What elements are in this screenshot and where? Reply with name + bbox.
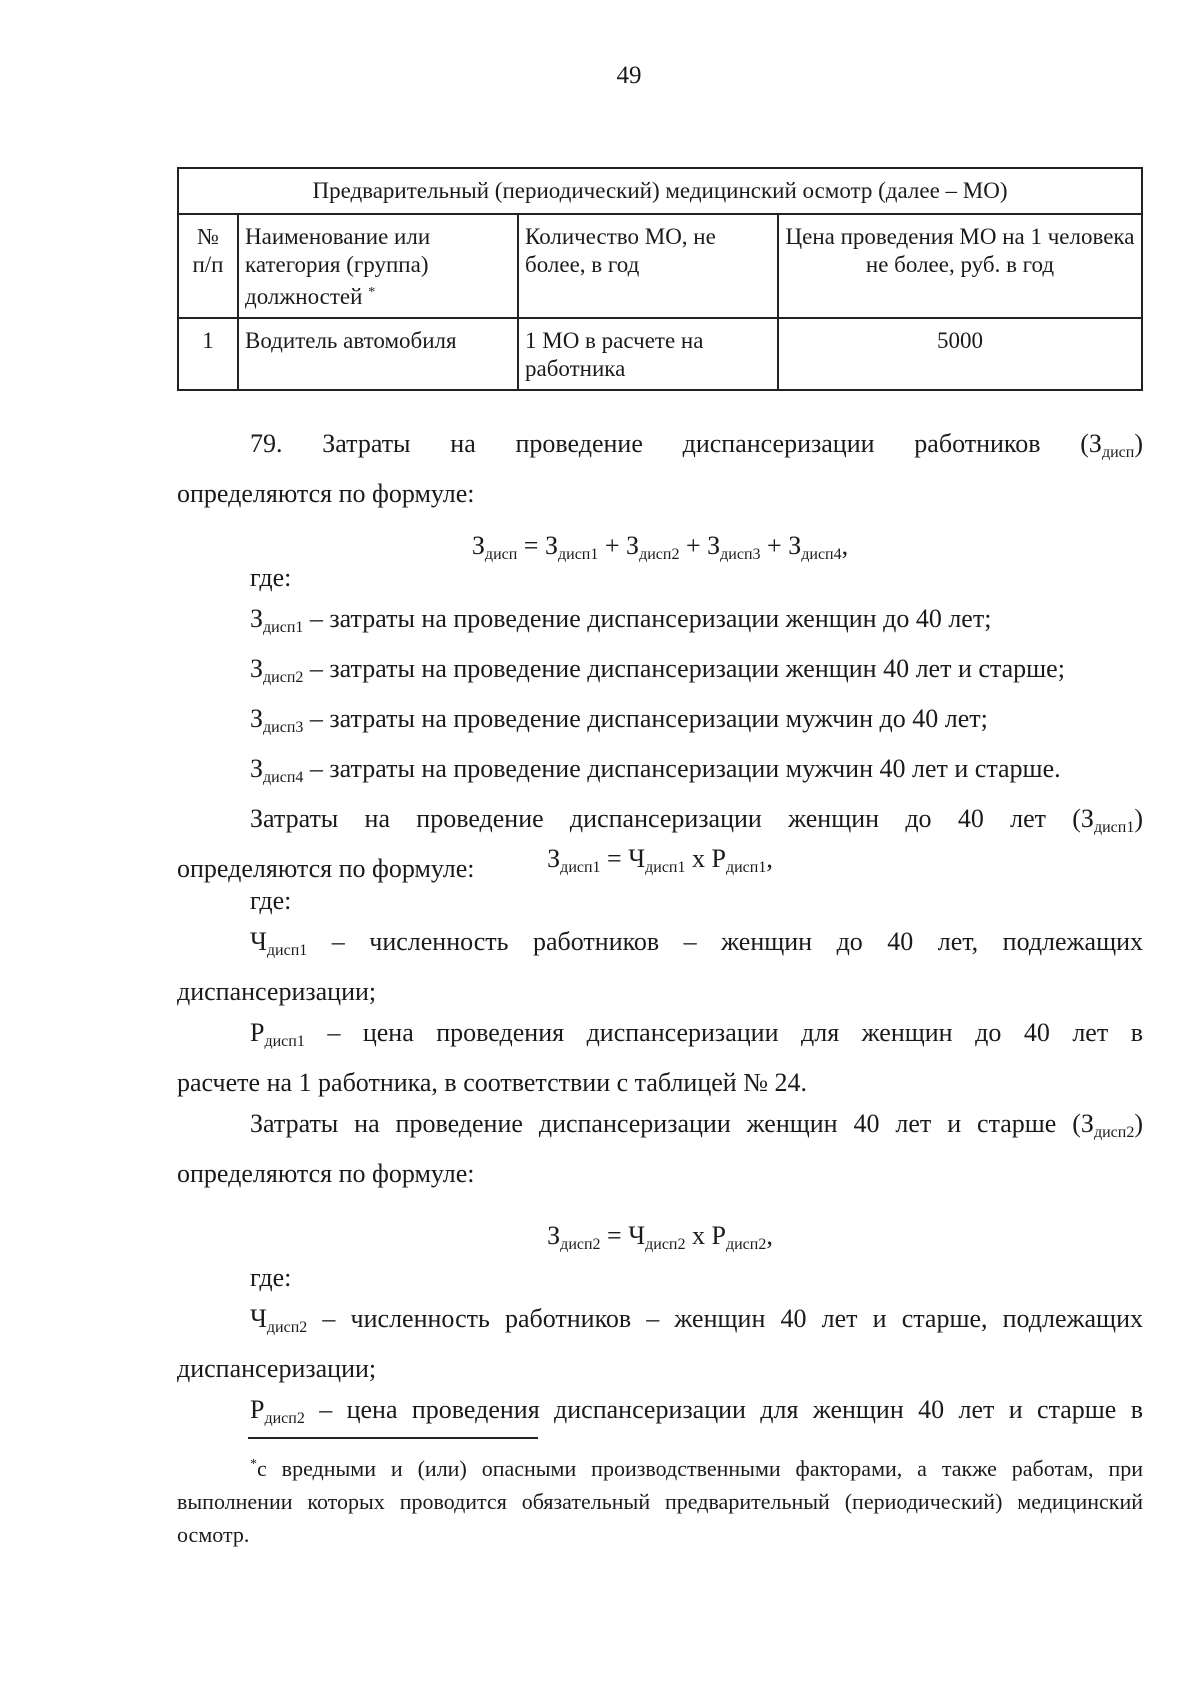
header-price: Цена проведения МО на 1 человека не более, руб. в год: [778, 214, 1142, 318]
definition-item: $З_{дисп4}$ – затраты на проведение диспансеризации мужчин 40 лет и старше.: [250, 754, 1061, 786]
paragraph-women-40-plus-cont: определяются по формуле:: [177, 1159, 475, 1188]
definition-item: $З_{дисп2}$ – затраты на проведение диспансеризации женщин 40 лет и старше;: [250, 654, 1065, 686]
where-label: где:: [250, 886, 292, 915]
formula-total: $З_{дисп} = З_{дисп1} + З_{дисп2} + З_{дисп3} + З_{дисп4}$,: [471, 531, 849, 563]
medical-exam-table: [177, 167, 1143, 391]
table-title-row: [178, 168, 1142, 214]
definition-item: $Ч_{дисп1}$ – численность работников – женщин до 40 лет, подлежащих: [250, 927, 1143, 959]
footnote-divider: [248, 1437, 538, 1439]
definitions-block-2: [177, 880, 1143, 1194]
paragraph-women-under-40: Затраты на проведение диспансеризации женщин до 40 лет $(З_{дисп1})$: [250, 804, 1143, 836]
header-qty: Количество МО, не более, в год: [518, 214, 778, 318]
row-name: Водитель автомобиля: [238, 318, 518, 390]
definitions-block-3: [177, 1257, 1143, 1439]
footnote-text: с вредными и (или) опасными производственными факторами, а также работам, при выполнении которых проводится обязательный предварительный (периодический) медицинский осмотр.: [177, 1456, 1143, 1547]
table-row: [178, 318, 1142, 390]
definition-item: $З_{дисп1}$ – затраты на проведение диспансеризации женщин до 40 лет;: [250, 604, 992, 636]
where-label: где:: [250, 1263, 292, 1292]
definition-item-cont: расчете на 1 работника, в соответствии с таблицей № 24.: [177, 1068, 808, 1097]
table-title: Предварительный (периодический) медицинский осмотр (далее – МО): [178, 168, 1142, 214]
row-num: 1: [178, 318, 238, 390]
footnote: [177, 1448, 1143, 1551]
paragraph-women-40-plus: Затраты на проведение диспансеризации женщин 40 лет и старше $(З_{дисп2})$: [250, 1109, 1143, 1141]
row-price: 5000: [778, 318, 1142, 390]
definition-item: $Р_{дисп1}$ – цена проведения диспансеризации для женщин до 40 лет в: [250, 1018, 1143, 1050]
definition-item: $Ч_{дисп2}$ – численность работников – женщин 40 лет и старше, подлежащих: [250, 1304, 1143, 1336]
paragraph-women-under-40-cont: определяются по формуле:: [177, 854, 475, 883]
definition-item: $Р_{дисп2}$ – цена проведения диспансеризации для женщин 40 лет и старше в: [250, 1395, 1143, 1427]
header-footnote-mark: *: [368, 285, 376, 300]
definition-item-cont: диспансеризации;: [177, 1354, 377, 1383]
header-name: [238, 214, 518, 318]
page-number: 49: [616, 62, 642, 89]
paragraph-79-cont: определяются по формуле:: [177, 479, 475, 508]
formula-disp2: $З_{дисп2} = Ч_{дисп2}$ х $Р_{дисп2}$,: [547, 1221, 773, 1253]
header-name-text: Наименование или категория (группа) должностей: [245, 224, 431, 309]
row-qty: 1 МО в расчете на работника: [518, 318, 778, 390]
footnote-mark: *: [250, 1457, 257, 1472]
paragraph-79: 79. Затраты на проведение диспансеризации работников $(З_{дисп})$: [250, 429, 1143, 461]
document-body: [177, 423, 1143, 514]
table-header-row: [178, 214, 1142, 318]
header-num: № п/п: [178, 214, 238, 318]
where-label: где:: [250, 563, 292, 592]
formula-disp1: $З_{дисп1} = Ч_{дисп1}$ х $Р_{дисп1}$,: [547, 844, 773, 876]
definition-item-cont: диспансеризации;: [177, 977, 377, 1006]
definition-item: $З_{дисп3}$ – затраты на проведение диспансеризации мужчин до 40 лет;: [250, 704, 988, 736]
